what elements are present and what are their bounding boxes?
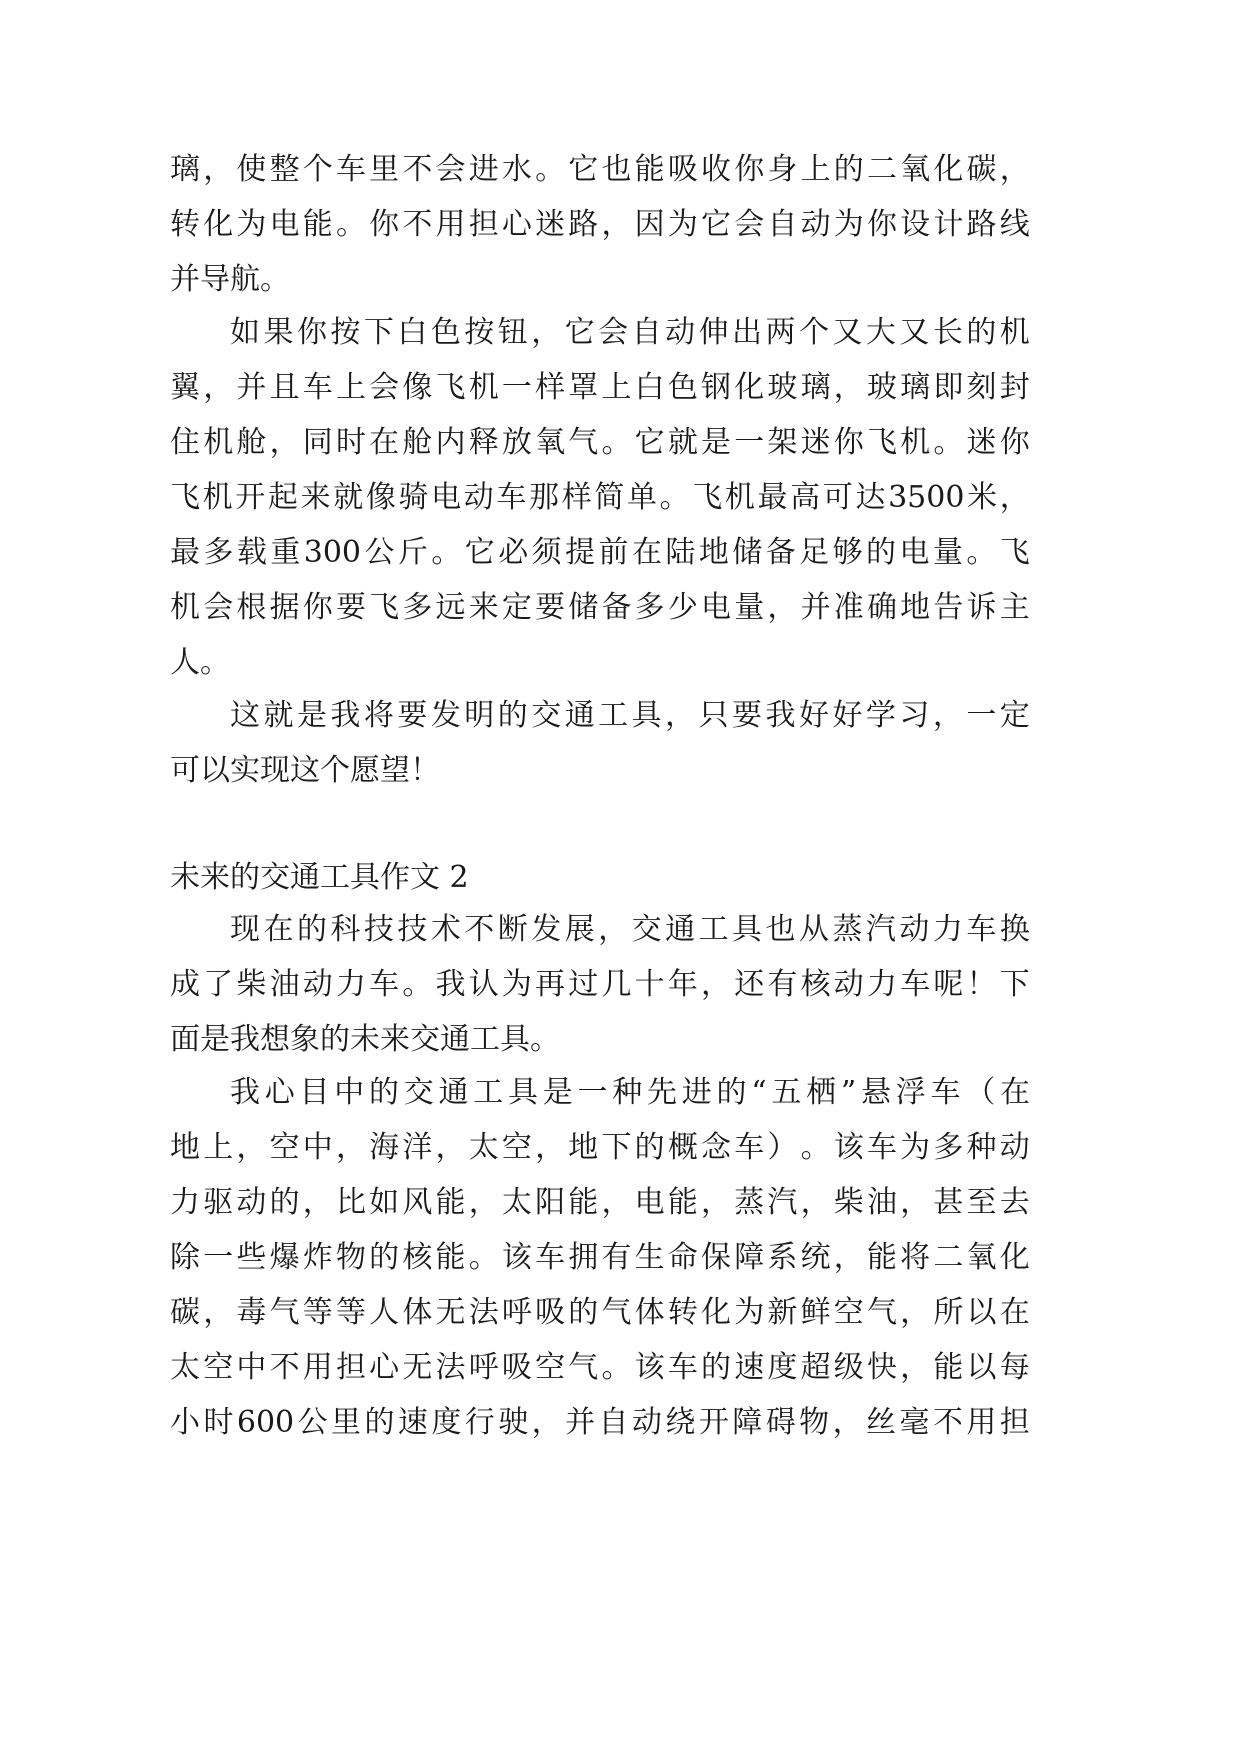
text-line: 面是我想象的未来交通工具。 <box>170 1022 560 1057</box>
text-line: 现 在 的 科 技 技 术 不 断 发 展 ， 交 通 工 具 也 从 蒸 汽 动 力 车 换 <box>230 912 1030 947</box>
text-line: 如 果 你 按 下 白 色 按 钮 ， 它 会 自 动 伸 出 两 个 又 大 又 长 的 机 <box>230 315 1030 350</box>
text-line: 转 化 为 电 能 。 你 不 用 担 心 迷 路 ， 因 为 它 会 自 动 为 你 设 计 路 线 <box>170 207 1030 242</box>
text-line: 璃 ， 使 整 个 车 里 不 会 进 水 。 它 也 能 吸 收 你 身 上 的 二 氧 化 碳 ， <box>170 152 1030 187</box>
text-line: 住 机 舱 ， 同 时 在 舱 内 释 放 氧 气 。 它 就 是 一 架 迷 你 飞 机 。 迷 你 <box>170 425 1030 460</box>
text-line: 除 一 些 爆 炸 物 的 核 能 。 该 车 拥 有 生 命 保 障 系 统 ， 能 将 二 氧 化 <box>170 1240 1030 1275</box>
text-line: 成 了 柴 油 动 力 车 。 我 认 为 再 过 几 十 年 ， 还 有 核 动 力 车 呢 ！ 下 <box>170 967 1030 1002</box>
text-line: 我 心 目 中 的 交 通 工 具 是 一 种 先 进 的 “ 五 栖 ” 悬 浮 车 （ 在 <box>230 1075 1030 1110</box>
text-line: 力 驱 动 的 ， 比 如 风 能 ， 太 阳 能 ， 电 能 ， 蒸 汽 ， 柴 油 ， 甚 至 去 <box>170 1185 1030 1220</box>
text-line: 可以实现这个愿望！ <box>170 753 440 788</box>
text-line: 小 时 600 公 里 的 速 度 行 驶 ， 并 自 动 绕 开 障 碍 物 ， 丝 毫 不 用 担 <box>170 1405 1030 1440</box>
text-line: 飞 机 开 起 来 就 像 骑 电 动 车 那 样 简 单 。 飞 机 最 高 可 达 3500 米 ， <box>170 480 1030 515</box>
section-heading: 未来的交通工具作文 2 <box>170 860 469 895</box>
text-line: 最 多 载 重 300 公 斤 。 它 必 须 提 前 在 陆 地 储 备 足 够 的 电 量 。 飞 <box>170 535 1030 570</box>
text-line: 人。 <box>170 645 230 680</box>
text-line: 翼 ， 并 且 车 上 会 像 飞 机 一 样 罩 上 白 色 钢 化 玻 璃 ， 玻 璃 即 刻 封 <box>170 370 1030 405</box>
text-line: 碳 ， 毒 气 等 等 人 体 无 法 呼 吸 的 气 体 转 化 为 新 鲜 空 气 ， 所 以 在 <box>170 1295 1030 1330</box>
text-line: 太 空 中 不 用 担 心 无 法 呼 吸 空 气 。 该 车 的 速 度 超 级 快 ， 能 以 每 <box>170 1350 1030 1385</box>
text-line: 并导航。 <box>170 262 290 297</box>
text-line: 这 就 是 我 将 要 发 明 的 交 通 工 具 ， 只 要 我 好 好 学 习 ， 一 定 <box>230 698 1030 733</box>
text-line: 机 会 根 据 你 要 飞 多 远 来 定 要 储 备 多 少 电 量 ， 并 准 确 地 告 诉 主 <box>170 590 1030 625</box>
text-line: 地 上 ， 空 中 ， 海 洋 ， 太 空 ， 地 下 的 概 念 车 ） 。 该 车 为 多 种 动 <box>170 1130 1030 1165</box>
